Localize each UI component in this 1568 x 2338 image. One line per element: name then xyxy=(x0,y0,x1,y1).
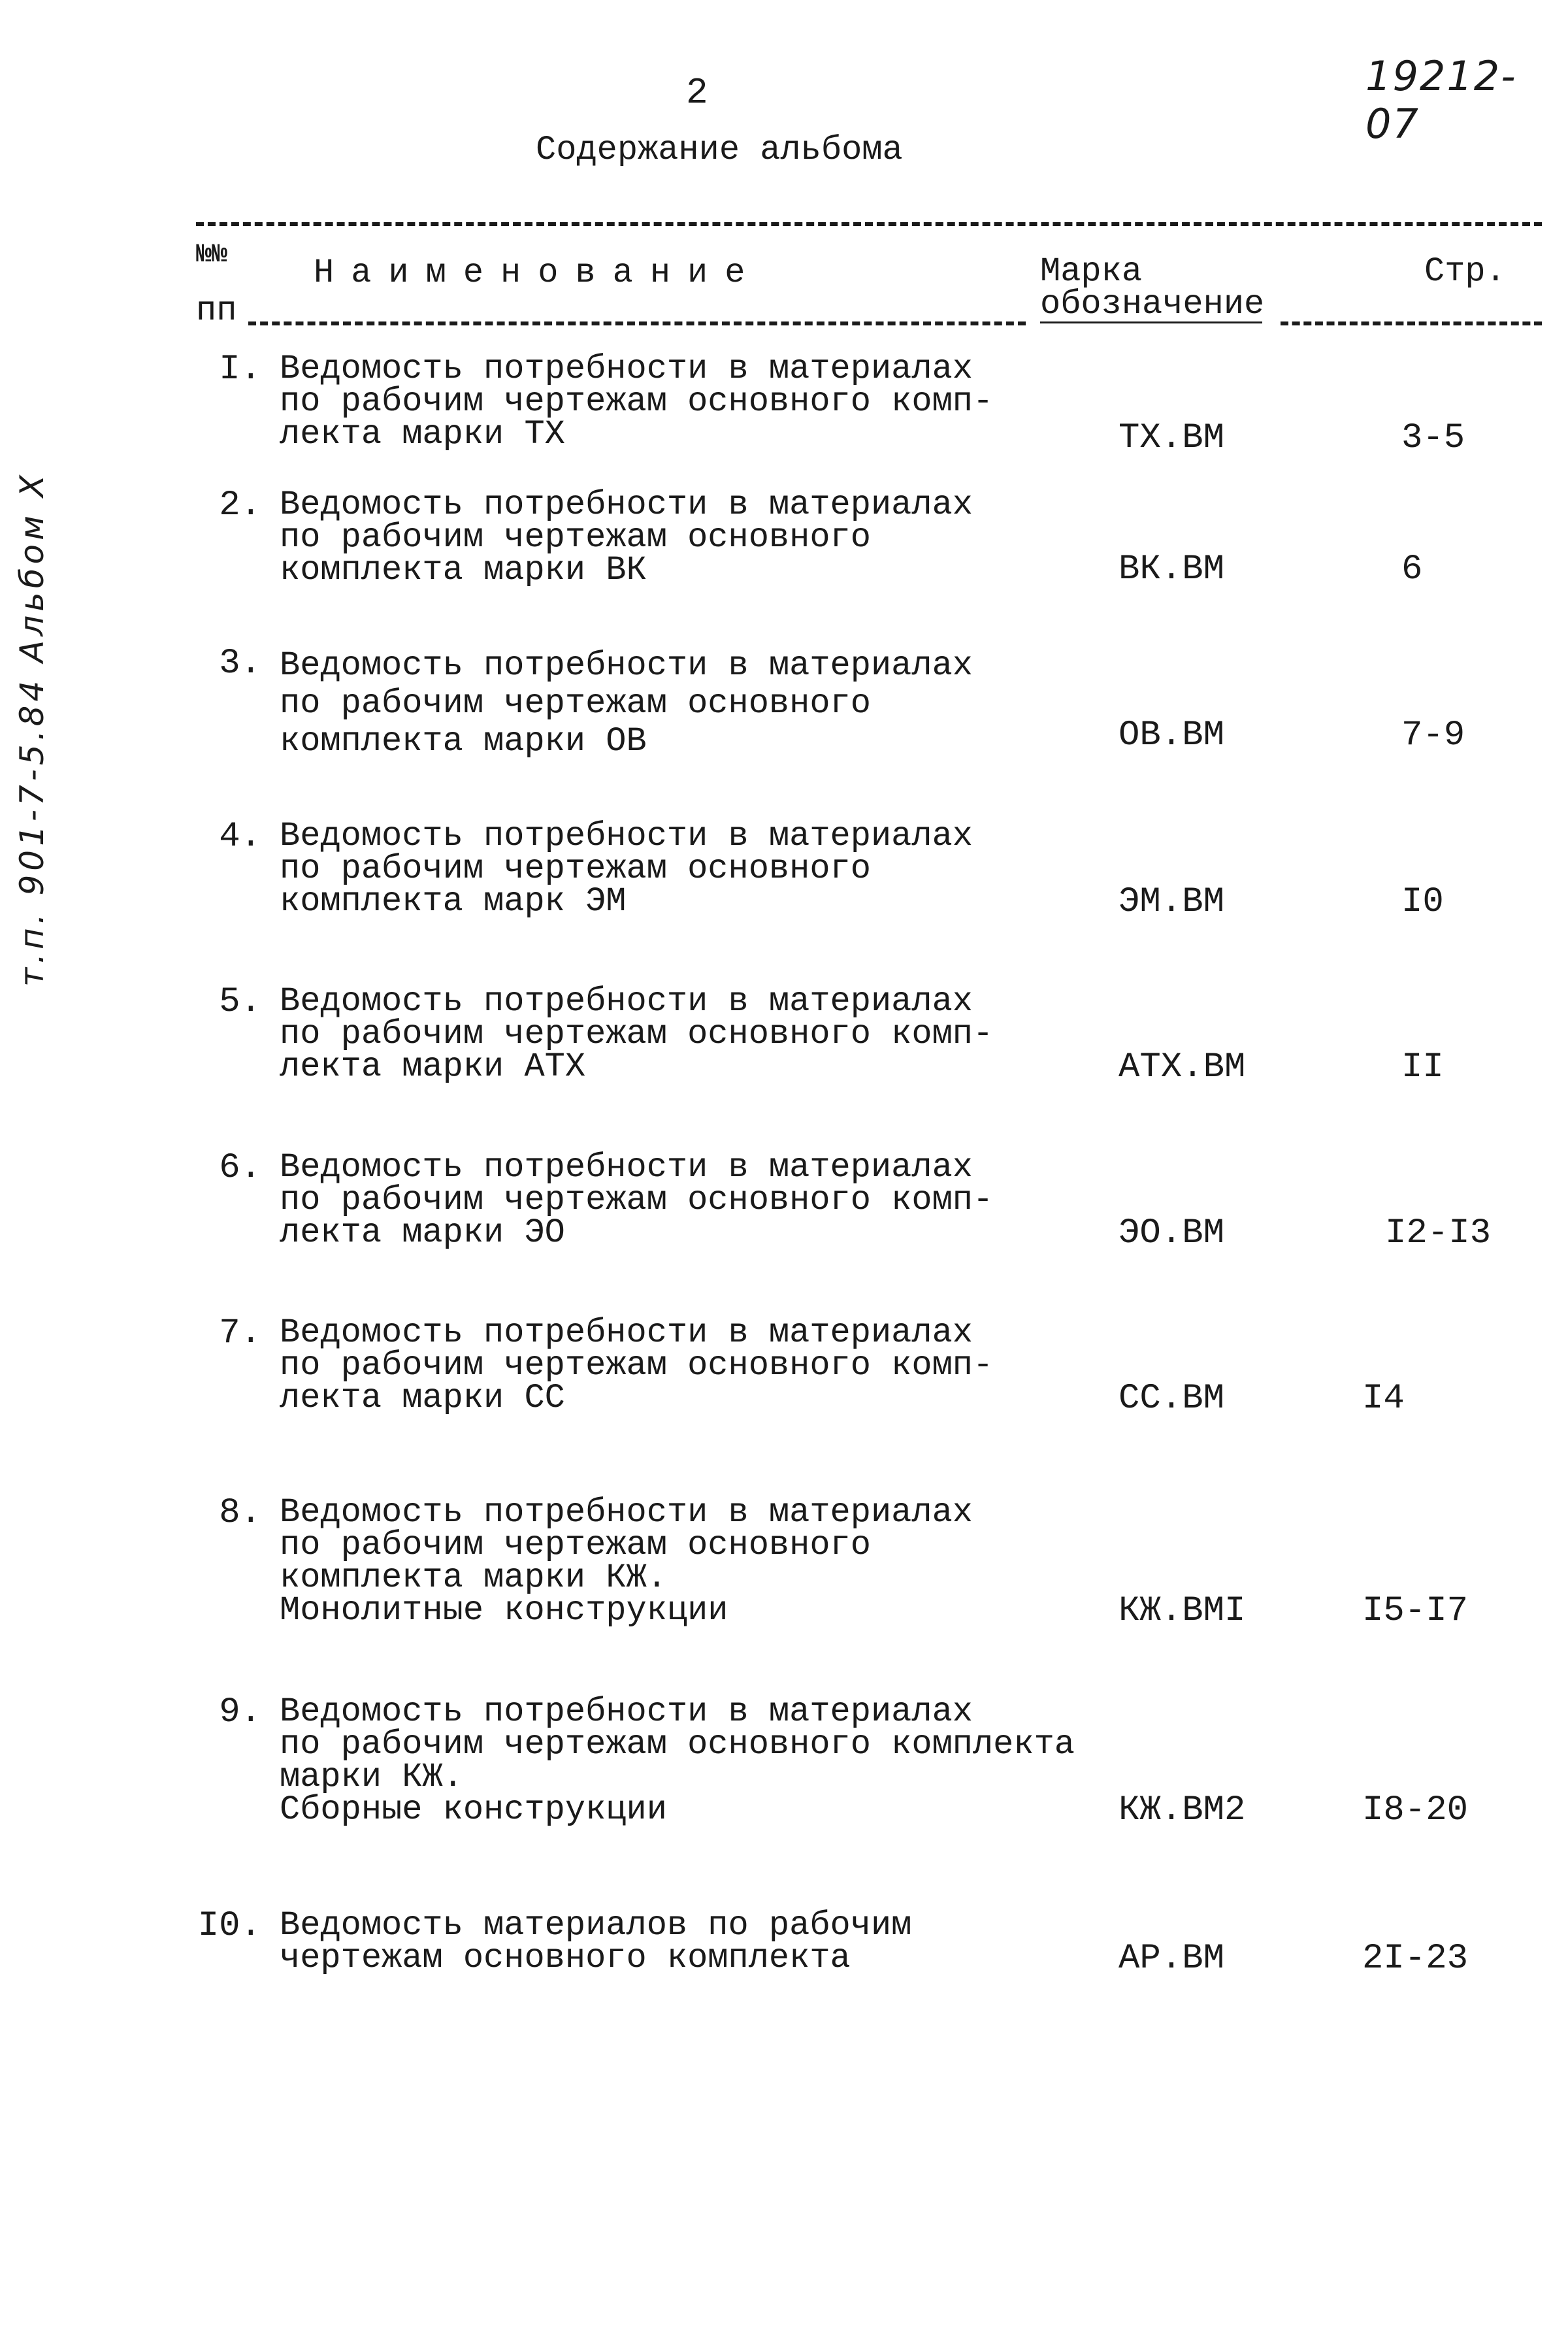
header-mark-underline xyxy=(1040,321,1262,323)
item-page: I4 xyxy=(1362,1379,1405,1419)
side-note-text: т.п. 901-7-5.84 Альбом X xyxy=(13,471,51,987)
header-number-label-2: пп xyxy=(196,291,237,330)
item-mark: ЭО.ВМ xyxy=(1119,1213,1225,1253)
item-number: I0. xyxy=(197,1906,261,1946)
item-mark: АТХ.ВМ xyxy=(1119,1047,1246,1087)
item-mark: ВК.ВМ xyxy=(1119,550,1225,589)
page-title: Содержание альбома xyxy=(536,131,903,169)
item-name: Ведомость потребности в материалах по рабочим чертежам основного комплекта марки ВК xyxy=(280,486,973,589)
item-page: I8-20 xyxy=(1362,1790,1469,1830)
item-page: I0 xyxy=(1401,882,1444,922)
header-page-label: Стр. xyxy=(1424,252,1506,291)
item-name: Ведомость потребности в материалах по рабочим чертежам основного комплекта марк ЭМ xyxy=(280,817,973,921)
item-mark: АР.ВМ xyxy=(1119,1939,1225,1979)
item-mark: ОВ.ВМ xyxy=(1119,716,1225,755)
side-note xyxy=(0,20,51,987)
header-name-label: Наименование xyxy=(314,254,762,292)
header-number-label: №№ xyxy=(196,240,228,270)
item-number: 5. xyxy=(219,982,261,1022)
item-number: 4. xyxy=(219,817,261,857)
item-number: 7. xyxy=(219,1313,261,1353)
item-page: 6 xyxy=(1401,550,1423,589)
item-number: 6. xyxy=(219,1148,261,1188)
item-page: I2-I3 xyxy=(1385,1213,1492,1253)
item-name: Ведомость материалов по рабочим чертежам основного комплекта xyxy=(280,1906,912,1977)
item-page: 3-5 xyxy=(1401,418,1465,458)
item-mark: ТХ.ВМ xyxy=(1119,418,1225,458)
item-name: Ведомость потребности в материалах по рабочим чертежам основного комп- лекта марки ЭО xyxy=(280,1148,994,1252)
item-name: Ведомость потребности в материалах по рабочим чертежам основного комп- лекта марки АТХ xyxy=(280,982,994,1086)
item-name: Ведомость потребности в материалах по рабочим чертежам основного комплекта марки КЖ. Монолитные конструкции xyxy=(280,1493,973,1630)
item-page: II xyxy=(1401,1047,1444,1087)
page-number: 2 xyxy=(686,72,708,114)
item-mark: КЖ.ВМI xyxy=(1119,1591,1246,1631)
item-page: 2I-23 xyxy=(1362,1939,1469,1979)
header-mark-label-2: обозначение xyxy=(1040,285,1265,323)
item-number: 9. xyxy=(219,1692,261,1732)
item-mark: СС.ВМ xyxy=(1119,1379,1225,1419)
header-top-rule xyxy=(196,222,1542,226)
item-name: Ведомость потребности в материалах по рабочим чертежам основного комплекта марки ОВ xyxy=(280,646,973,761)
item-page: I5-I7 xyxy=(1362,1591,1469,1631)
item-mark: КЖ.ВМ2 xyxy=(1119,1790,1246,1830)
item-name: Ведомость потребности в материалах по рабочим чертежам основного комп- лекта марки ТХ xyxy=(280,350,994,453)
item-mark: ЭМ.ВМ xyxy=(1119,882,1225,922)
document-code: 19212-07 xyxy=(1365,52,1517,148)
item-number: I. xyxy=(219,350,261,389)
header-mark-label: Марка xyxy=(1040,252,1143,291)
item-page: 7-9 xyxy=(1401,716,1465,755)
header-bottom-rule-left xyxy=(248,321,1026,325)
header-bottom-rule-right xyxy=(1281,321,1542,325)
item-name: Ведомость потребности в материалах по рабочим чертежам основного комп- лекта марки СС xyxy=(280,1313,994,1417)
item-number: 8. xyxy=(219,1493,261,1533)
item-name: Ведомость потребности в материалах по рабочим чертежам основного комплекта марки КЖ. Сборные конструкции xyxy=(280,1692,1075,1829)
item-number: 3. xyxy=(219,644,261,683)
item-number: 2. xyxy=(219,486,261,525)
